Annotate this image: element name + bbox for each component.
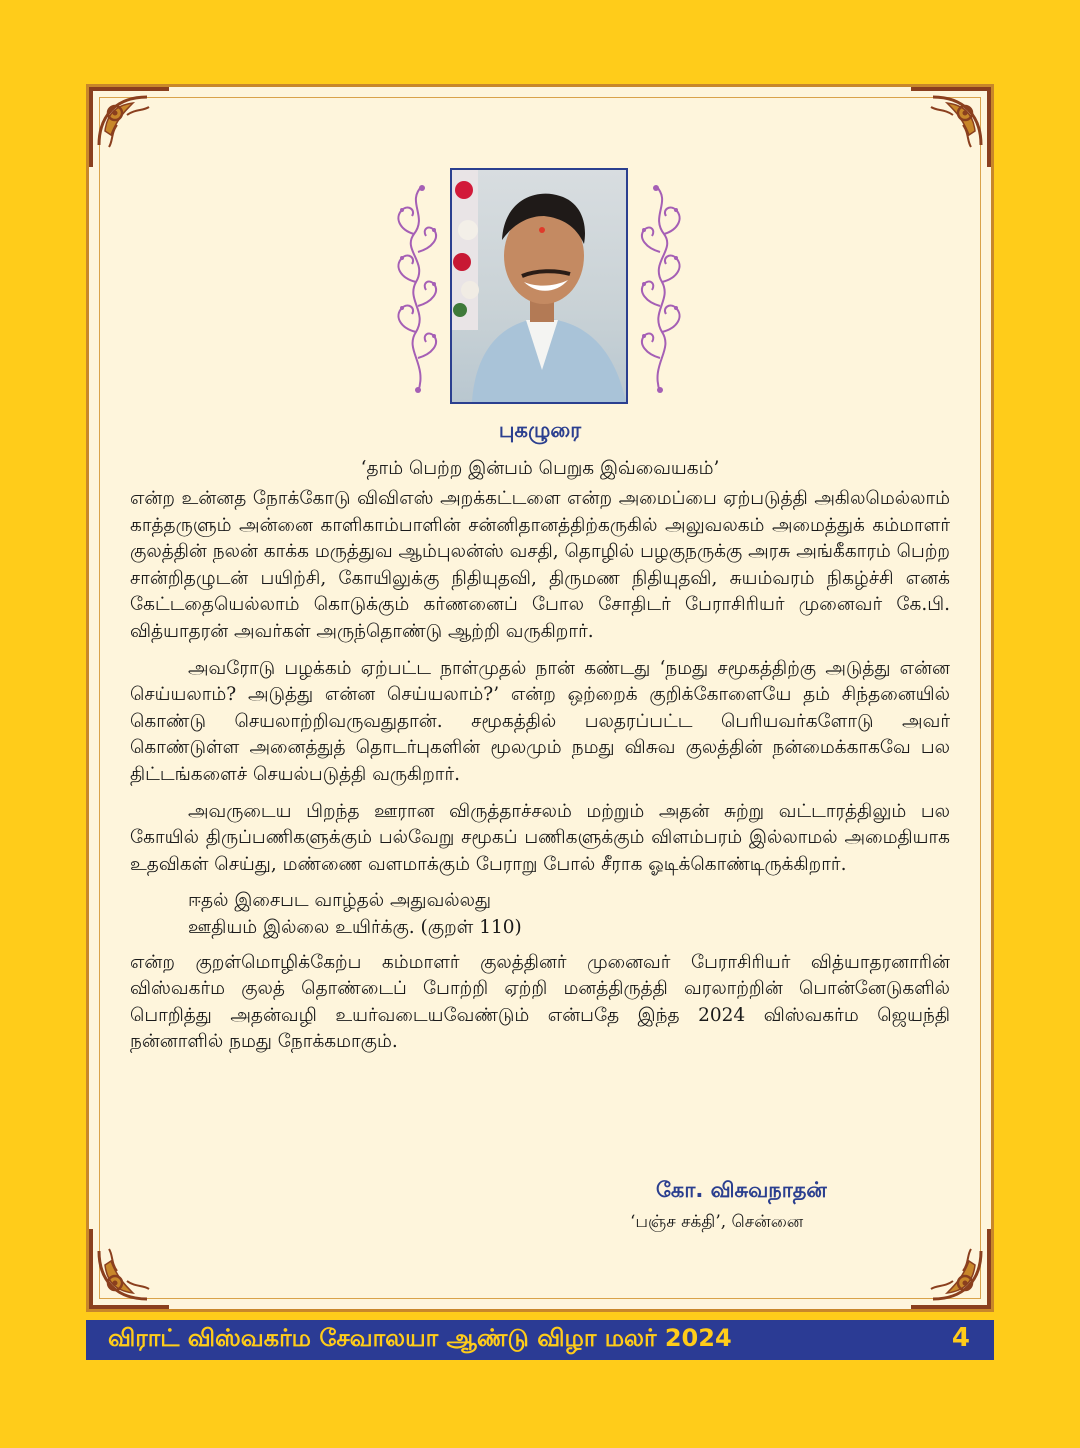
verse-line: ஈதல் இசைபட வாழ்தல் அதுவல்லது xyxy=(188,890,492,912)
author-name: கோ. விசுவநாதன் xyxy=(656,1178,827,1202)
paragraph: அவருடைய பிறந்த ஊரான விருத்தாச்சலம் மற்றும் அதன் சுற்று வட்டாரத்திலும் பல கோயில் திருப்பணிகளுக்கும் பல்வேறு சமூகப் பணிகளுக்கும் விளம்பரம் இல்லாமல் அமைதியாக உதவிகள் செய்து, மண்ணை வளமாக்கும் பேராறு போல் சீராக ஓடிக்கொண்டிருக்கிறார். xyxy=(130,800,950,875)
paragraph: அவரோடு பழக்கம் ஏற்பட்ட நாள்முதல் நான் கண்டது ‘நமது சமூகத்திற்கு அடுத்து என்ன செய்யலாம்? அடுத்து என்ன செய்யலாம்?’ என்ற ஒற்றைக் குறிக்கோளையே தம் சிந்தனையில் கொண்டு செயலாற்றிவருவதுதான். சமூகத்தில் பலதரப்பட்ட பெரியவர்களோடு அவர் கொண்டுள்ள அனைத்துத் தொடர்புகளின் மூலமும் நமது விசுவ குலத்தின் நன்மைக்காகவே பல திட்டங்களைச் செயல்படுத்தி வருகிறார். xyxy=(130,657,950,785)
corner-ornament-icon xyxy=(87,1225,173,1311)
article-title: புகழுரை xyxy=(498,418,582,442)
article-body xyxy=(130,486,950,1056)
footer-banner xyxy=(86,1320,994,1360)
kural-verse xyxy=(188,888,950,941)
footer-title: விராட் விஸ்வகர்ம சேவாலயா ஆண்டு விழா மலர் 2024 xyxy=(108,1324,732,1352)
corner-ornament-icon xyxy=(87,85,173,171)
author-photo xyxy=(450,168,628,404)
opening-quote: ‘தாம் பெற்ற இன்பம் பெறுக இவ்வையகம்’ xyxy=(360,458,720,479)
floral-scroll-right-icon xyxy=(634,182,690,396)
author-affiliation: ‘பஞ்ச சக்தி’, சென்னை xyxy=(630,1212,804,1232)
closing-paragraph: என்ற குறள்மொழிக்கேற்ப கம்மாளர் குலத்தினர் முனைவர் பேராசிரியர் வித்யாதரனாரின் விஸ்வகர்ம குலத் தொண்டைப் போற்றி ஏற்றி மனத்திருத்தி வரலாற்றின் பொன்னேடுகளில் பொறித்து அதன்வழி உயர்வடையவேண்டும் என்பதே இந்த 2024 விஸ்வகர்ம ஜெயந்தி நன்னாளில் நமது நோக்கமாகும். xyxy=(130,951,950,1053)
corner-ornament-icon xyxy=(907,1225,993,1311)
verse-line: ஊதியம் இல்லை உயிர்க்கு. (குறள் 110) xyxy=(188,916,522,938)
corner-ornament-icon xyxy=(907,85,993,171)
floral-scroll-left-icon xyxy=(388,182,444,396)
page-number: 4 xyxy=(951,1323,970,1353)
paragraph: என்ற உன்னத நோக்கோடு விவிஎஸ் அறக்கட்டளை என்ற அமைப்பை ஏற்படுத்தி அகிலமெல்லாம் காத்தருளும் அன்னை காளிகாம்பாளின் சன்னிதானத்திற்கருகில் அலுவலகம் அமைத்துக் கம்மாளர் குலத்தின் நலன் காக்க மருத்துவ ஆம்புலன்ஸ் வசதி, தொழில் பழகுநருக்கு அரசு அங்கீகாரம் பெற்ற சான்றிதழுடன் பயிற்சி, கோயிலுக்கு நிதியுதவி, திருமண நிதியுதவி, சுயம்வரம் நிகழ்ச்சி எனக் கேட்டதையெல்லாம் கொடுக்கும் கர்ணனைப் போல சோதிடர் பேராசிரியர் முனைவர் கே.பி. வித்யாதரன் அவர்கள் அருந்தொண்டு ஆற்றி வருகிறார். xyxy=(130,488,950,642)
portrait-illustration-icon xyxy=(452,170,626,402)
